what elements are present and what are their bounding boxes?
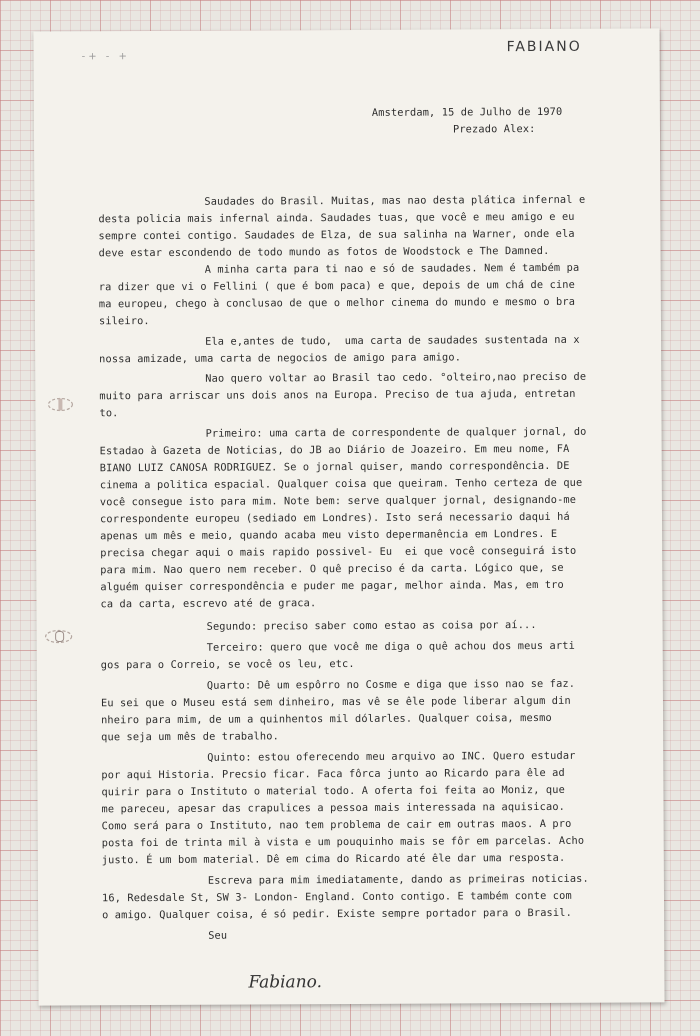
letter-sheet xyxy=(33,28,664,1005)
letter-line: gos para o Correio, se você os leu, etc. xyxy=(100,657,355,672)
letter-line: Quarto: Dê um espôrro no Cosme e diga que isso nao se faz. xyxy=(206,677,576,692)
letter-line: justo. É um bom material. Dê em cima do Ricardo até êle dar uma resposta. xyxy=(101,851,566,867)
letter-line: desta policia mais infernal ainda. Saudades tuas, que você e meu amigo e eu xyxy=(98,210,575,226)
letter-greeting: Prezado Alex: xyxy=(452,123,536,136)
letter-line: alguém quiser correspondência e puder me pagar, melhor ainda. Mas, em tro xyxy=(100,578,564,594)
letter-line: quirir para o Instituto o material todo. A oferta foi feita ao Moniz, que xyxy=(101,783,565,799)
letter-line: apenas um mês e meio, quando acaba meu visto depermanência em Londres. E xyxy=(100,527,558,543)
letter-line: Nao quero voltar ao Brasil tao cedo. °olteiro,nao preciso de xyxy=(205,370,587,385)
pencil-mark: -+ - + xyxy=(81,51,130,63)
letter-line: para mim. Nao quero nem receber. O quê preciso é da carta. Lógico que, se xyxy=(100,561,564,577)
letter-line: BIANO LUIZ CANOSA RODRIGUEZ. Se o jornal quiser, mando correspondência. DE xyxy=(99,459,570,475)
letter-place-date: Amsterdam, 15 de Julho de 1970 xyxy=(371,105,563,119)
letter-line: nossa amizade, uma carta de negocios de amigo para amigo. xyxy=(99,351,462,366)
letter-line: correspondente europeu (sediado em Londres). Isto será necessario daqui há xyxy=(99,510,570,526)
letter-line: você consegue isto para mim. Note bem: serve qualquer jornal, designando-me xyxy=(99,493,577,509)
punch-hole-mark-icon xyxy=(43,393,77,415)
letter-line: to. xyxy=(99,407,119,420)
letter-line: Eu sei que o Museu está sem dinheiro, mas vê se êle pode liberar algum din xyxy=(100,694,571,710)
letter-line: deve estar escondendo de todo mundo as fotos de Woodstock e The Damned. xyxy=(98,244,550,260)
letter-line: Primeiro: uma carta de correspondente de qualquer jornal, do xyxy=(205,425,587,440)
letter-line: o amigo. Qualquer coisa, é só pedir. Existe sempre portador para o Brasil. xyxy=(102,906,572,922)
letter-line: Terceiro: quero que você me diga o quê achou dos meus arti xyxy=(206,639,575,654)
handwritten-signature: Fabiano. xyxy=(248,972,323,993)
letter-line: Estadao à Gazeta de Noticias, do JB ao Diário de Joazeiro. Em meu nome, FA xyxy=(99,442,570,458)
punch-hole-mark-icon xyxy=(41,625,77,647)
letter-line: Seu xyxy=(208,929,228,942)
letter-line: Quinto: estou oferecendo meu arquivo ao INC. Quero estudar xyxy=(207,749,576,764)
letter-line: cinema a politica espacial. Qualquer coisa que queiram. Tenho certeza de que xyxy=(99,476,583,492)
letter-line: precisa chegar aqui o mais rapido possivel- Eu ei que você conseguirá isto xyxy=(100,544,577,560)
letter-line: ma europeu, chego à conclusao de que o melhor cinema do mundo e mesmo o bra xyxy=(98,295,576,311)
letter-line: muito para arriscar uns dois anos na Europa. Preciso de tua ajuda, entretan xyxy=(99,387,576,403)
letter-line: ca da carta, escrevo até de graca. xyxy=(100,597,317,611)
letter-line: Segundo: preciso saber como estao as coisa por aí... xyxy=(206,619,537,633)
letter-line: me pareceu, apesar das crapulices a pessoa mais interessada na aquisicao. xyxy=(101,800,566,816)
letter-line: Escreva para mim imediatamente, dando as primeiras noticias. xyxy=(207,872,589,887)
letter-line: 16, Redesdale St, SW 3- London- England. Conto contigo. E também conte com xyxy=(101,889,572,905)
letter-line: sempre contei contigo. Saudades de Elza, de sua salinha na Warner, onde ela xyxy=(98,227,575,243)
letter-line: Como será para o Instituto, nao tem problema de cair em outras maos. A pro xyxy=(101,817,572,833)
handwritten-file-label: FABIANO xyxy=(506,38,582,56)
letter-line: A minha carta para ti nao e só de saudades. Nem é também pa xyxy=(204,261,580,276)
letter-line: nheiro para mim, de um a quinhentos mil dólarles. Qualquer coisa, mesmo xyxy=(101,711,552,727)
letter-line: Saudades do Brasil. Muitas, mas nao desta plática infernal e xyxy=(204,193,586,208)
letter-line: posta foi de trinta mil à vista e um pouquinho mais se fôr em parcelas. Acho xyxy=(101,834,585,850)
letter-line: sileiro. xyxy=(98,315,150,328)
letter-line: que seja um mês de trabalho. xyxy=(101,730,279,744)
letter-line: por aqui Historia. Precsio ficar. Faca fôrca junto ao Ricardo para êle ad xyxy=(101,766,565,782)
letter-line: ra dizer que vi o Fellini ( que é bom paca) e que, depois de um chá de cine xyxy=(98,278,576,294)
letter-line: Ela e,antes de tudo, uma carta de saudades sustentada na x xyxy=(205,333,580,348)
